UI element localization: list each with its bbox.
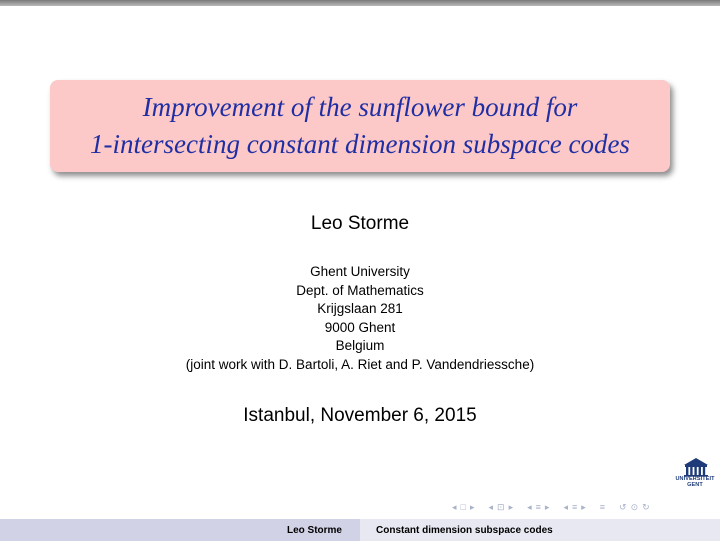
university-logo-text (671, 476, 719, 488)
logo-line-2: GENT (687, 482, 703, 488)
nav-search-icon[interactable]: ⊙ (630, 502, 639, 512)
affiliation-country: Belgium (335, 338, 385, 353)
nav-prev-section-icon[interactable]: ◂ (527, 502, 532, 512)
nav-forward-icon[interactable]: ↻ (642, 502, 650, 512)
nav-align-icon[interactable]: ≡ (599, 502, 606, 512)
footer-author: Leo Storme (0, 519, 360, 541)
affiliation-university: Ghent University (310, 264, 410, 279)
nav-back-icon[interactable]: ↺ (619, 502, 627, 512)
title-line-2: 1-intersecting constant dimension subspace codes (90, 129, 630, 159)
logo-line-1: UNIVERSITEIT (675, 476, 715, 482)
nav-frame-icon[interactable]: □ (460, 502, 466, 512)
affiliation-block (0, 263, 720, 374)
nav-next-subsection-icon[interactable]: ▸ (508, 502, 514, 512)
talk-date-location: Istanbul, November 6, 2015 (243, 405, 477, 426)
nav-prev-subsection-icon[interactable]: ◂ (488, 502, 494, 512)
affiliation-city: 9000 Ghent (324, 319, 396, 335)
affiliation-joint-work: (joint work with D. Bartoli, A. Riet and P. Vandendriessche) (185, 356, 535, 372)
affiliation-street: Krijgslaan 281 (317, 301, 403, 316)
author-name: Leo Storme (310, 213, 410, 234)
nav-prev-part-icon[interactable]: ◂ (563, 502, 568, 512)
nav-next-icon[interactable]: ▸ (469, 502, 475, 512)
title-line-1: Improvement of the sunflower bound for (142, 92, 578, 122)
footer-title: Constant dimension subspace codes (360, 519, 720, 541)
nav-next-section-icon[interactable]: ▸ (544, 502, 550, 512)
top-bar (0, 0, 720, 6)
nav-subsection-icon[interactable]: ⊡ (497, 502, 505, 512)
title-box (50, 80, 670, 172)
nav-section-icon[interactable]: ≡ (535, 502, 541, 512)
nav-next-part-icon[interactable]: ▸ (581, 502, 586, 512)
footer-bar (0, 519, 720, 541)
affiliation-department: Dept. of Mathematics (296, 282, 424, 298)
nav-first-icon[interactable]: ◂ (452, 502, 457, 512)
nav-part-icon[interactable]: ≡ (571, 502, 578, 512)
beamer-navigation (452, 500, 650, 514)
